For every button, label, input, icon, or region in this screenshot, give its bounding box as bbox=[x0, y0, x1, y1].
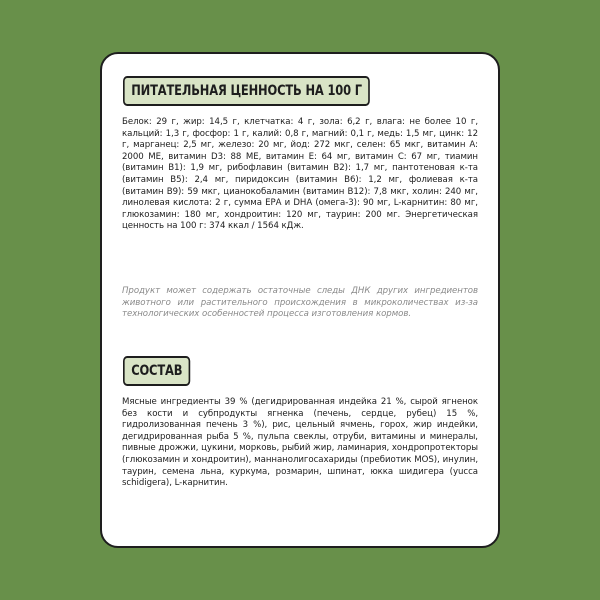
nutrition-heading: ПИТАТЕЛЬНАЯ ЦЕННОСТЬ НА 100 Г bbox=[123, 76, 370, 106]
info-card bbox=[100, 52, 500, 548]
composition-text: Мясные ингредиенты 39 % (дегидрированная индейка 21 %, сырой ягненок без кости и субпродукты ягненка (печень, сердце, рубец) 15 %, гидролизованная печень 3 %), рис, цельный ячмень, горох, жир индейки, дегидрированная рыба 5 %, пульпа свеклы, отруби, витамины и минералы, пивные дрожжи, цукини, морковь, рыбий жир, ламинария, хондропротекторы (глюкозамин и хондроитин), маннанолигосахариды (пребиотик MOS), инулин, таурин, семена льна, куркума, розмарин, шпинат, юкка шидигера (yucca schidigera), L-карнитин. bbox=[122, 397, 479, 489]
composition-heading: СОСТАВ bbox=[123, 356, 190, 386]
nutrition-text: Белок: 29 г, жир: 14,5 г, клетчатка: 4 г, зола: 6,2 г, влага: не более 10 г, кальций: 1,3 г, фосфор: 1 г, калий: 0,8 г, магний: 0,1 г, медь: 1,5 мг, цинк: 12 г, марганец: 2,5 мг, железо: 20 мг, йод: 272 мкг, селен: 65 мкг, витамин А: 2000 МЕ, витамин D3: 88 МЕ, витамин Е: 64 мг, витамин С: 67 мг, тиамин (витамин В1): 1,9 мг, рибофлавин (витамин В2): 1,7 мг, пантотеновая к-та (витамин В5): 2,4 мг, пиридоксин (витамин В6): 1,2 мг, фолиевая к-та (витамин В9): 59 мкг, цианокобаламин (витамин В12): 7,8 мкг, холин: 240 мг, линолевая кислота: 2 г, сумма ЕРА и DHA (омега-3): 90 мг, L-карнитин: 80 мг, глюкозамин: 180 мг, хондроитин: 120 мг, таурин: 200 мг. Энергетическая ценность на 100 г: 374 ккал / 1564 кДж. bbox=[122, 117, 478, 232]
dna-trace-note: Продукт может содержать остаточные следы ДНК других ингредиентов животного или растительного происхождения в микроколичествах из-за технологических особенностей процесса изготовления кормов. bbox=[122, 286, 478, 320]
